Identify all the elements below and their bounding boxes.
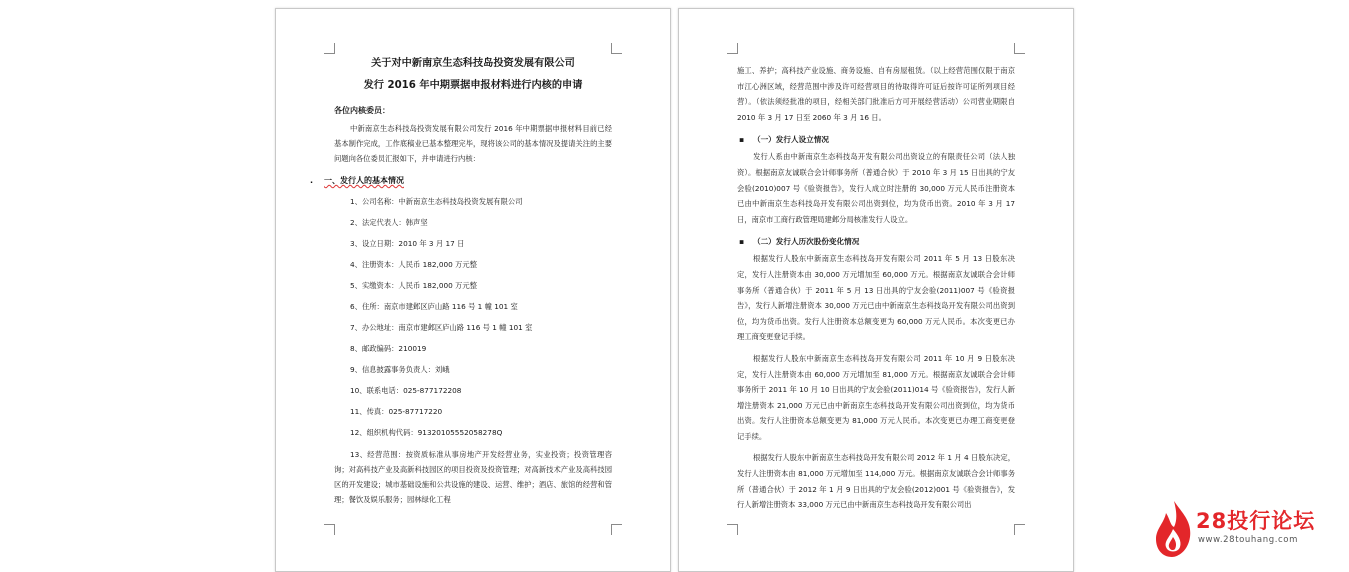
capital-change-paragraph: 根据发行人股东中新南京生态科技岛开发有限公司 2012 年 1 月 4 日股东决定，发行人注册资本由 81,000 万元增加至 114,000 万元。根据南京友诚联合会计师事务所（普通合伙）于 2012 年 1 月 9 日出具的宁友会验(2012)001 号《验资报告》，发行人新增注册资本 33,000 万元已由中新南京生态科技岛开发有限公司出 [737,453,1015,510]
list-item: 11、传真：025-87717220 [350,407,443,416]
list-item: 9、信息披露事务负责人：刘峨 [350,365,450,374]
flame-icon [1152,499,1196,559]
doc-title-line1: 关于对中新南京生态科技岛投资发展有限公司 [371,58,575,69]
establishment-paragraph: 发行人系由中新南京生态科技岛开发有限公司出资设立的有限责任公司（法人独资）。根据南京友诚联合会计师事务所（普通合伙）于 2010 年 3 月 15 日出具的宁友会验(2010)007 号《验资报告》，发行人成立时注册的 30,000 万元人民币注册资本已由中新南京生态科技岛开发有限公司出资到位，均为货币出资。2010 年 3 月 17 日，南京市工商行政管理局建邺分局核准发行人设立。 [737,152,1015,224]
page-corner-mark [1014,43,1025,54]
list-item: 4、注册资本：人民币 182,000 万元整 [350,260,478,269]
forum-url: www.28touhang.com [1198,535,1298,545]
continuation-paragraph: 施工、养护；高科技产业设施、商务设施、自有房屋租赁。（以上经营范围仅限于南京市江心洲区域，经营范围中涉及许可经营项目的待取得许可证后按许可证所列项目经营）。（依法须经批准的项目，经相关部门批准后方可开展经营活动）公司营业期限自 2010 年 3 月 17 日至 2060 年 3 月 16 日。 [737,66,1015,122]
forum-logo-text: 28投行论坛 [1196,509,1316,533]
intro-paragraph: 中新南京生态科技岛投资发展有限公司发行 2016 年中期票据申报材料目前已经基本制作完成，工作底稿业已基本整理完毕，现将该公司的基本情况及提请关注的主要问题向各位委员汇报如下，并申请进行内核： [334,124,612,163]
forum-watermark-logo [1152,499,1332,559]
page-corner-mark [324,524,335,535]
company-info-list [334,191,612,443]
document-page-1 [275,8,671,572]
list-item: 10、联系电话：025-877172208 [350,386,462,395]
subsection-heading: ▪ （二）发行人历次股份变化情况 [739,237,860,247]
document-page-2 [678,8,1074,572]
list-item: 5、实缴资本：人民币 182,000 万元整 [350,281,478,290]
list-item: 8、邮政编码：210019 [350,344,427,353]
capital-change-paragraph: 根据发行人股东中新南京生态科技岛开发有限公司 2011 年 10 月 9 日股东决定，发行人注册资本由 60,000 万元增加至 81,000 万元。根据南京友诚联合会计师事务所于 2011 年 10 月 10 日出具的宁友会验(2011)014 号《验资报告》，发行人新增注册资本 21,000 万元已由中新南京生态科技岛开发有限公司出资到位，均为货币出资。发行人注册资本总额变更为 81,000 万元人民币。本次变更已办理工商变更登记手续。 [737,353,1015,441]
list-item: 7、办公地址：南京市建邺区庐山路 116 号 1 幢 101 室 [350,323,533,332]
subsection-heading: ▪ （一）发行人设立情况 [739,135,829,145]
section-heading: . 一、发行人的基本情况 [310,176,404,185]
list-item: 6、住所：南京市建邺区庐山路 116 号 1 幢 101 室 [350,302,518,311]
list-item: 3、设立日期：2010 年 3 月 17 日 [350,239,465,248]
subsection-heading-text: （一）发行人设立情况 [753,135,829,145]
subsection-heading-text: （二）发行人历次股份变化情况 [753,237,860,247]
list-item: 1、公司名称：中新南京生态科技岛投资发展有限公司 [350,197,523,206]
page-corner-mark [727,43,738,54]
list-item: 12、组织机构代码：91320105552058278Q [350,428,503,437]
page-corner-mark [611,43,622,54]
capital-change-paragraph: 根据发行人股东中新南京生态科技岛开发有限公司 2011 年 5 月 13 日股东决定，发行人注册资本由 30,000 万元增加至 60,000 万元。根据南京友诚联合会计师事务所（普通合伙）于 2011 年 5 月 13 日出具的宁友会验(2011)007 号《验资报告》，发行人新增注册资本 30,000 万元已由中新南京生态科技岛开发有限公司出资到位，均为货币出资。发行人注册资本总额变更为 60,000 万元人民币。本次变更已办理工商变更登记手续。 [737,254,1015,342]
page-2-content [737,63,1015,519]
page-corner-mark [1014,524,1025,535]
doc-title-line2: 发行 2016 年中期票据申报材料进行内核的申请 [363,80,583,91]
page-1-content [310,53,612,507]
list-item: 2、法定代表人：韩声坚 [350,218,428,227]
business-scope-paragraph: 13、经营范围：按资质标准从事房地产开发经营业务，实业投资；投资管理咨询；对高科技产业及高新科技园区的项目投资及投资管理；对高新技术产业及高科技园区的开发建设；城市基础设施和公共设施的建设、运营、维护；酒店、旅馆的经营和管理；餐饮及娱乐服务；园林绿化工程 [334,450,612,504]
section-heading-text: 一、发行人的基本情况 [324,176,404,185]
page-corner-mark [727,524,738,535]
salutation: 各位内核委员： [334,106,390,115]
page-corner-mark [611,524,622,535]
